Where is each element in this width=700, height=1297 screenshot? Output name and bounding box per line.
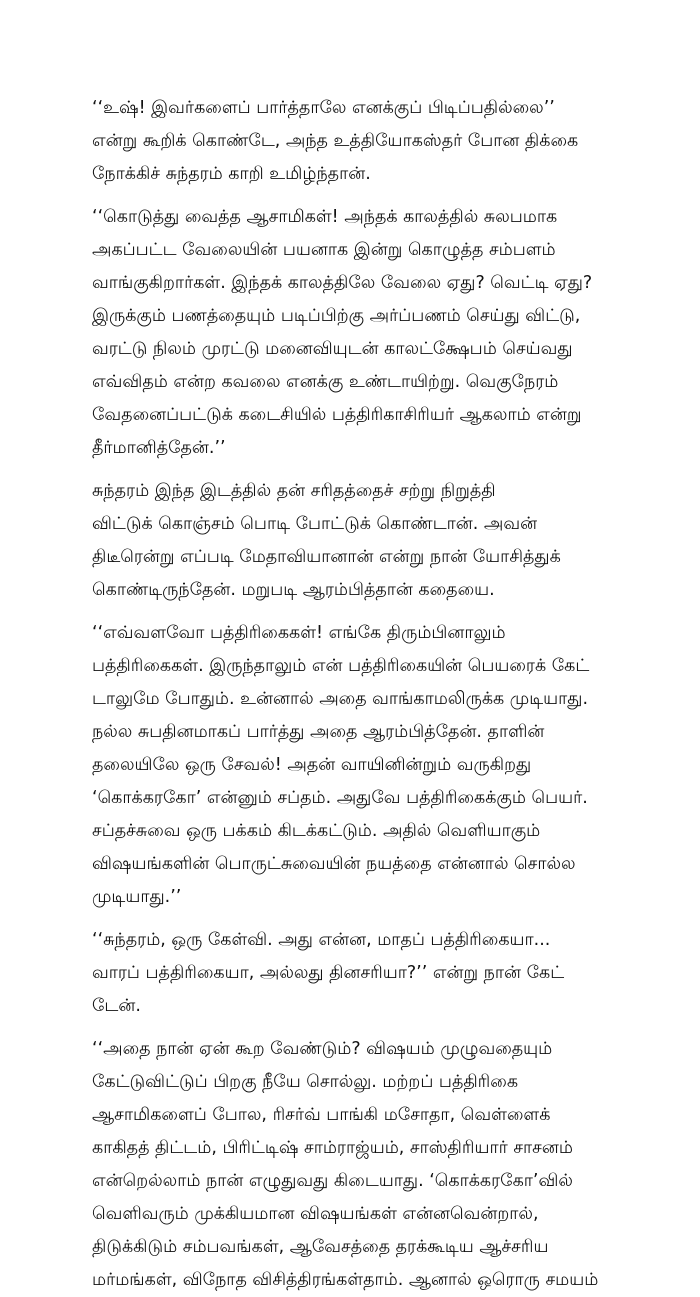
text-line: டாலுமே போதும். உன்னால் அதை வாங்காமலிருக்க முடியாது.	[92, 689, 589, 709]
text-line: காகிதத் திட்டம், பிரிட்டிஷ் சாம்ராஜ்யம், சாஸ்திரியார் சாசனம்	[92, 1138, 573, 1158]
text-line: தீர்மானித்தேன்.’’	[92, 438, 226, 458]
text-line: மர்மங்கள், விநோத விசித்திரங்கள்தாம். ஆனால் ஒரொரு சமயம்	[92, 1270, 599, 1290]
text-line: திடுக்கிடும் சம்பவங்கள், ஆவேசத்தை தரக்கூடிய ஆச்சரிய	[92, 1237, 549, 1257]
text-line: ‘‘உஷ்! இவர்களைப் பார்த்தாலே எனக்குப் பிடிப்பதில்லை’’	[92, 98, 555, 118]
text-line: எவ்விதம் என்ற கவலை எனக்கு உண்டாயிற்று. வெகுநேரம்	[92, 372, 559, 392]
text-line: வாங்குகிறார்கள். இந்தக் காலத்திலே வேலை ஏது? வெட்டி ஏது?	[92, 273, 593, 293]
paragraph-1	[36, 92, 672, 191]
text-line: அகப்பட்ட வேலையின் பயனாக இன்று கொழுத்த சம்பளம்	[92, 240, 556, 260]
text-line: நோக்கிச் சுந்தரம் காறி உமிழ்ந்தான்.	[92, 164, 371, 184]
text-line: பத்திரிகைகள். இருந்தாலும் என் பத்திரிகையின் பெயரைக் கேட்	[92, 656, 590, 676]
book-page	[36, 92, 672, 1290]
text-line: கேட்டுவிட்டுப் பிறகு நீயே சொல்லு. மற்றப் பத்திரிகை	[92, 1072, 519, 1092]
text-line: என்று கூறிக் கொண்டே, அந்த உத்தியோகஸ்தர் போன திக்கை	[92, 131, 579, 151]
paragraph-6	[36, 1033, 672, 1297]
paragraph-5	[36, 924, 672, 1023]
text-line: டேன்.	[92, 996, 141, 1016]
paragraph-3	[36, 475, 672, 607]
text-line: ‘‘அதை நான் ஏன் கூற வேண்டும்? விஷயம் முழுவதையும்	[92, 1039, 553, 1059]
text-line: திடீரென்று எப்படி மேதாவியானான் என்று நான் யோசித்துக்	[92, 547, 561, 567]
text-line: ஆசாமிகளைப் போல, ரிசர்வ் பாங்கி மசோதா, வெள்ளைக்	[92, 1105, 551, 1125]
paragraph-4	[36, 617, 672, 914]
text-line: சப்தச்சுவை ஒரு பக்கம் கிடக்கட்டும். அதில் வெளியாகும்	[92, 821, 541, 841]
text-line: ‘கொக்கரகோ’ என்னும் சப்தம். அதுவே பத்திரிகைக்கும் பெயர்.	[92, 788, 588, 808]
text-line: வெளிவரும் முக்கியமான விஷயங்கள் என்னவென்றால்,	[92, 1204, 539, 1224]
text-line: வரட்டு நிலம் முரட்டு மனைவியுடன் காலட்க்ஷேபம் செய்வது	[92, 339, 573, 359]
text-line: முடியாது.’’	[92, 887, 182, 907]
text-line: நல்ல சுபதினமாகப் பார்த்து அதை ஆரம்பித்தேன். தாளின்	[92, 722, 545, 742]
text-line: வாரப் பத்திரிகையா, அல்லது தினசரியா?’’ என்று நான் கேட்	[92, 963, 565, 983]
text-line: வேதனைப்பட்டுக் கடைசியில் பத்திரிகாசிரியர் ஆகலாம் என்று	[92, 405, 582, 425]
text-line: என்றெல்லாம் நான் எழுதுவது கிடையாது. ‘கொக்கரகோ’வில்	[92, 1171, 573, 1191]
text-line: ‘‘எவ்வளவோ பத்திரிகைகள்! எங்கே திரும்பினாலும்	[92, 623, 506, 643]
text-line: விஷயங்களின் பொருட்சுவையின் நயத்தை என்னால் சொல்ல	[92, 854, 576, 874]
text-line: ‘‘கொடுத்து வைத்த ஆசாமிகள்! அந்தக் காலத்தில் சுலபமாக	[92, 207, 558, 227]
text-line: சுந்தரம் இந்த இடத்தில் தன் சரிதத்தைச் சற்று நிறுத்தி	[92, 481, 496, 501]
text-line: கொண்டிருந்தேன். மறுபடி ஆரம்பித்தான் கதையை.	[92, 580, 495, 600]
text-line: தலையிலே ஒரு சேவல்! அதன் வாயினின்றும் வருகிறது	[92, 755, 532, 775]
paragraph-2	[36, 201, 672, 465]
text-line: விட்டுக் கொஞ்சம் பொடி போட்டுக் கொண்டான். அவன்	[92, 514, 538, 534]
text-line: ‘‘சுந்தரம், ஒரு கேள்வி. அது என்ன, மாதப் பத்திரிகையா...	[92, 930, 551, 950]
text-line: இருக்கும் பணத்தையும் படிப்பிற்கு அர்ப்பணம் செய்து விட்டு,	[92, 306, 581, 326]
